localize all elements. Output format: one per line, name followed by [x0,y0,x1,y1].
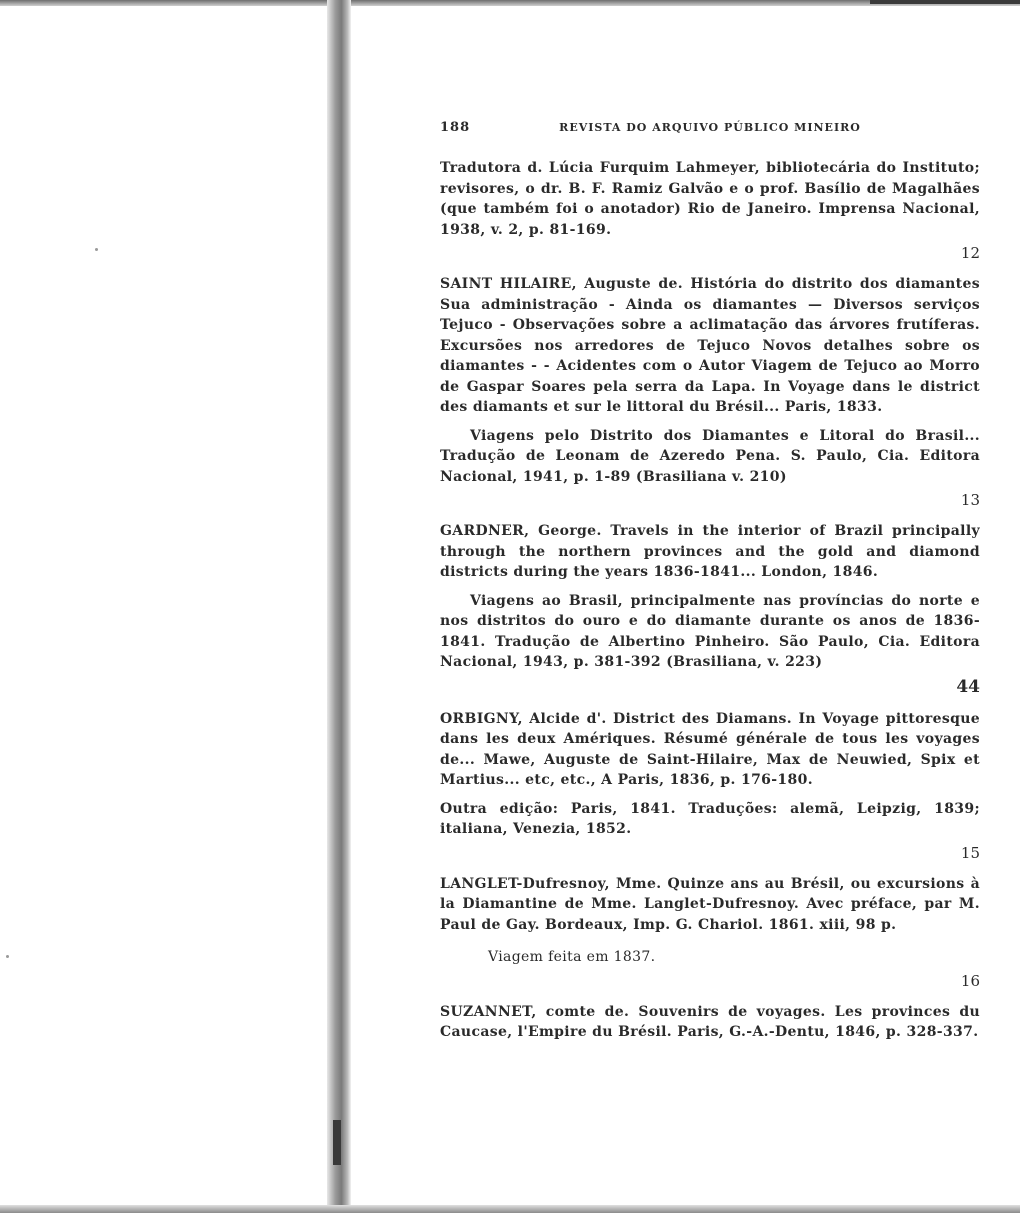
entry-text: Tradutora d. Lúcia Furquim Lahmeyer, bibliotecária do Instituto; revisores, o dr. B. F. Ramiz Galvão e o prof. Basílio de Magalhães (que também foi o anotador) Rio de Janeiro. Imprensa Nacional, 1938, v. 2, p. 81-169. [440,160,980,238]
entry-reference-number: 12 [960,244,980,262]
scan-speck [6,955,9,958]
entry-note: Viagem feita em 1837. [488,949,656,965]
entry-text: LANGLET-Dufresnoy, Mme. Quinze ans au Brésil, ou excursions à la Diamantine de Mme. Langlet-Dufresnoy. Avec préface, par M. Paul de Gay. Bordeaux, Imp. G. Chariol. 1861. xiii, 98 p. [440,875,980,933]
bibliography-entry [440,874,980,990]
entry-text: SAINT HILAIRE, Auguste de. História do distrito dos diamantes Sua administração - Ainda os diamantes — Diversos serviços Tejuco - Observações sobre a aclimatação das árvores frutíferas. Excursões nos arredores de Tejuco Novos detalhes sobre os diamantes - - Acidentes com o Autor Viagem de Tejuco ao Morro de Gaspar Soares pela serra da Lapa. In Voyage dans le district des diamants et sur le littoral du Brésil... Paris, 1833. [440,276,980,415]
bibliography-entry [440,274,980,509]
scan-top-edge-dark [870,0,1020,4]
entry-reference-number: 13 [960,491,980,509]
bibliography-entry [440,521,980,697]
bibliography-entry [440,1002,980,1043]
scan-speck [95,248,98,251]
entry-reference-number: 15 [960,843,980,862]
entry-text: GARDNER, George. Travels in the interior of Brazil principally through the northern provinces and the gold and diamond districts during the years 1836-1841... London, 1846. [440,523,980,580]
book-gutter-shadow [327,0,351,1213]
gutter-dark-mark [333,1120,341,1165]
page-number: 188 [440,120,471,135]
bibliography-entry [440,158,980,262]
running-head [440,120,980,140]
bibliography-entry [440,709,980,862]
entry-note: Outra edição: Paris, 1841. Traduções: alemã, Leipzig, 1839; italiana, Venezia, 1852. [440,800,980,837]
scan-bottom-edge [0,1205,1020,1213]
journal-title: REVISTA DO ARQUIVO PÚBLICO MINEIRO [559,121,861,134]
entry-translation: Viagens pelo Distrito dos Diamantes e Litoral do Brasil... Tradução de Leonam de Azeredo Pena. S. Paulo, Cia. Editora Nacional, 1941, p. 1-89 (Brasiliana v. 210) [440,427,980,485]
entry-reference-number: 16 [960,971,980,990]
page [440,120,980,1043]
entry-reference-number: 44 [956,676,980,697]
entry-text: ORBIGNY, Alcide d'. District des Diamans. In Voyage pittoresque dans les deux Amériques. Résumé générale de tous les voyages de... Mawe, Auguste de Saint-Hilaire, Max de Neuwied, Spix et Martius... etc, etc., A Paris, 1836, p. 176-180. [440,710,980,788]
scan-top-edge [0,0,1020,6]
entry-translation: Viagens ao Brasil, principalmente nas províncias do norte e nos distritos do ouro e do diamante durante os anos de 1836-1841. Tradução de Albertino Pinheiro. São Paulo, Cia. Editora Nacional, 1943, p. 381-392 (Brasiliana, v. 223) [440,592,980,670]
entry-text: SUZANNET, comte de. Souvenirs de voyages. Les provinces du Caucase, l'Empire du Brésil. Paris, G.-A.-Dentu, 1846, p. 328-337. [440,1003,980,1040]
